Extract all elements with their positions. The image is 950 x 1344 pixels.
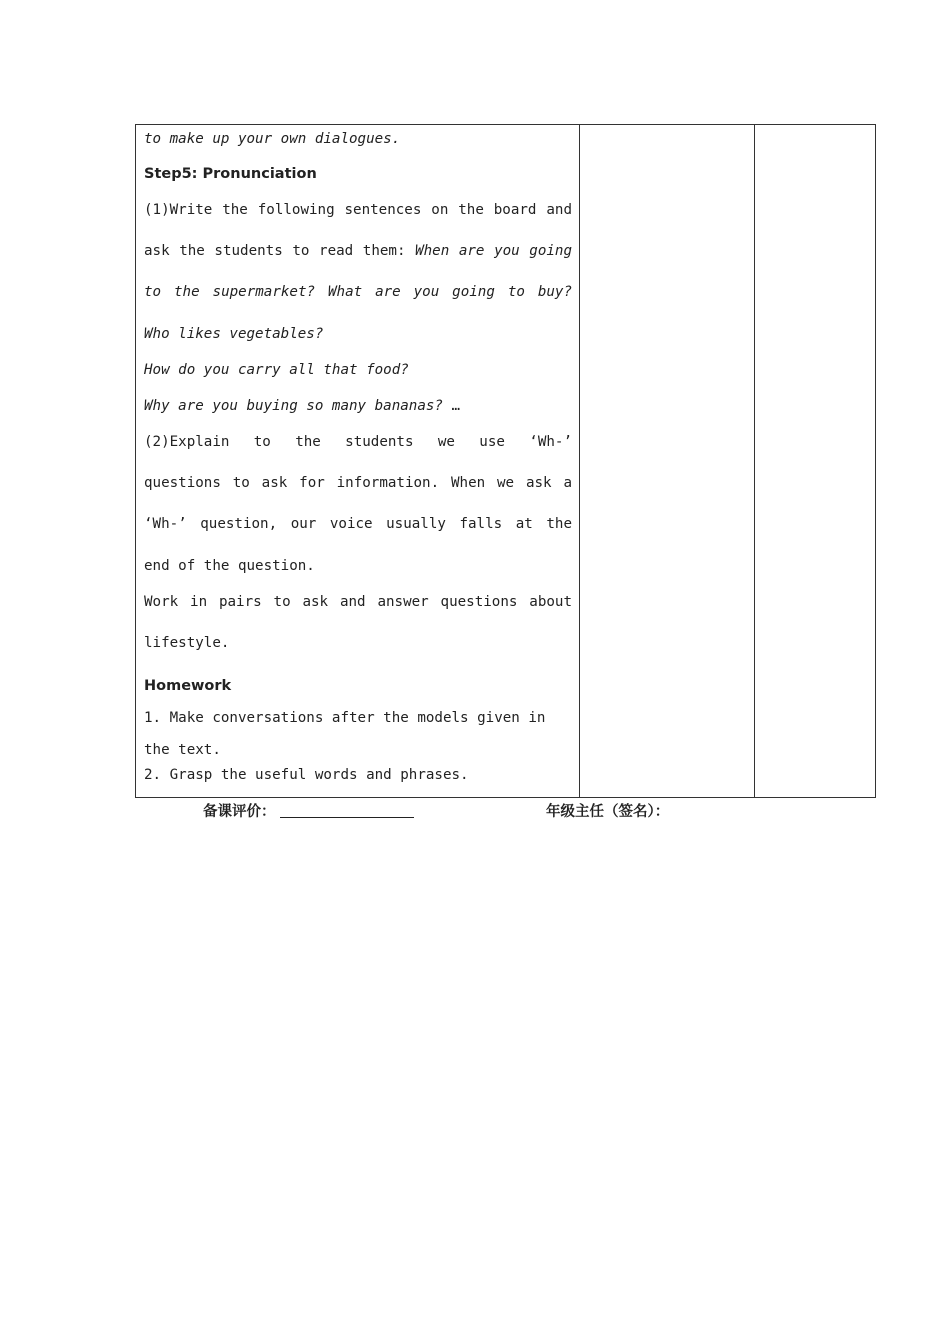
- example-sentence: Why are you buying so many bananas?: [144, 398, 452, 414]
- example-sentence: to the supermarket? What are you going to buy?: [144, 284, 572, 300]
- step5-heading: Step5: Pronunciation: [144, 166, 317, 182]
- evaluation-field: [203, 803, 414, 821]
- example-sentence: How do you carry all that food?: [144, 362, 409, 378]
- paragraph-2-line: end of the question.: [144, 558, 315, 574]
- paragraph-2-line: (2)Explain to the students we use ‘Wh-’: [144, 434, 572, 450]
- paragraph-3-line: lifestyle.: [144, 635, 230, 651]
- example-sentence: Who likes vegetables?: [144, 326, 324, 342]
- paragraph-1-line: [144, 242, 572, 260]
- homework-item: the text.: [144, 742, 221, 758]
- example-sentence: When are you going: [415, 243, 572, 259]
- instruction-text: ask the students to read them:: [144, 243, 416, 259]
- paragraph-3-line: Work in pairs to ask and answer questions about: [144, 594, 572, 610]
- evaluation-blank-line: [280, 803, 414, 818]
- lesson-plan-table: [135, 124, 876, 798]
- homework-item: 1. Make conversations after the models given in: [144, 710, 546, 726]
- example-sentence-row: [144, 397, 460, 415]
- evaluation-label: 备课评价：: [203, 804, 276, 820]
- homework-item: 2. Grasp the useful words and phrases.: [144, 767, 469, 783]
- homework-heading: Homework: [144, 678, 232, 694]
- director-signature-label: 年级主任（签名）：: [546, 804, 670, 820]
- paragraph-2-line: questions to ask for information. When we ask a: [144, 475, 572, 491]
- intro-line: to make up your own dialogues.: [144, 131, 401, 147]
- column-divider: [579, 125, 580, 797]
- ellipsis: …: [451, 398, 461, 414]
- paragraph-1-line: (1)Write the following sentences on the board and: [144, 202, 572, 218]
- teaching-steps-cell: [144, 125, 572, 797]
- paragraph-2-line: ‘Wh-’ question, our voice usually falls at the: [144, 516, 572, 532]
- column-divider: [754, 125, 755, 797]
